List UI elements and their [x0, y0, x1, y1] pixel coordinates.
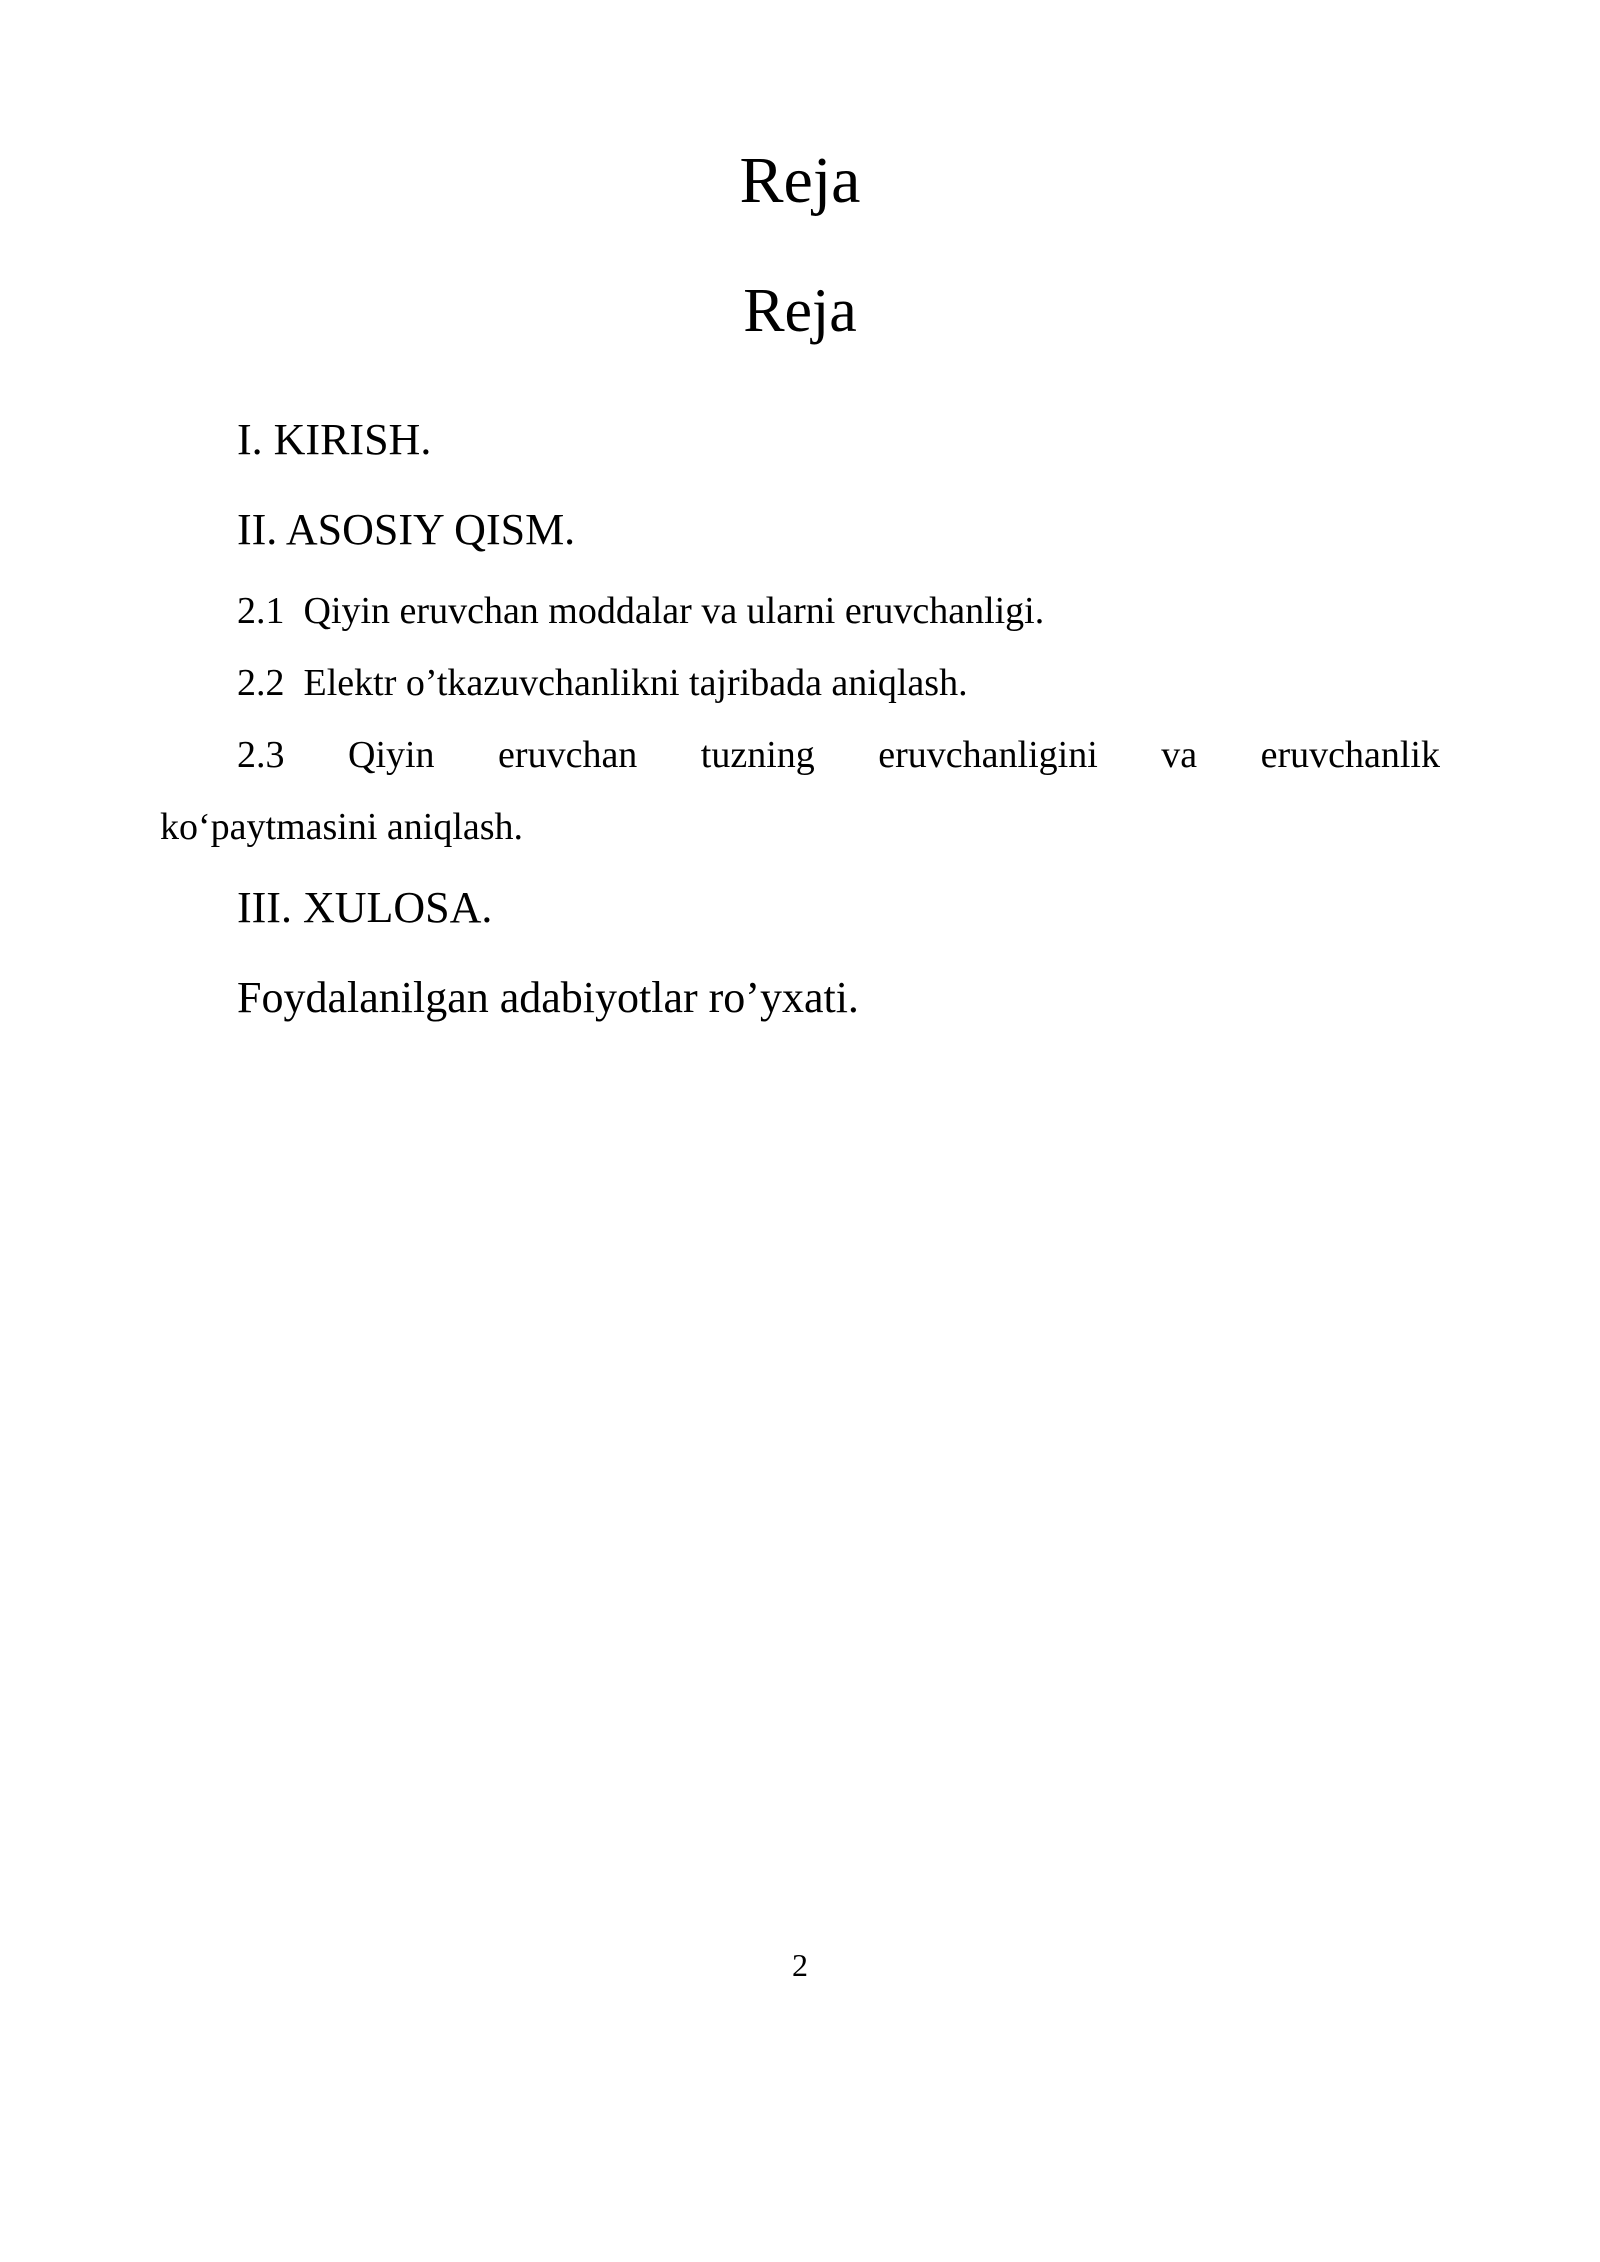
list-item-2-3-line2: ko‘paytmasini aniqlash. [160, 806, 524, 848]
document-subtitle: Reja [743, 276, 857, 345]
list-item-2-2: 2.2 Elektr o’tkazuvchanlikni tajribada aniqlash. [237, 662, 968, 704]
section-heading-kirish: I. KIRISH. [237, 415, 432, 464]
section-heading-asosiy-qism: II. ASOSIY QISM. [237, 505, 576, 554]
section-heading-adabiyotlar: Foydalanilgan adabiyotlar ro’yxati. [237, 973, 859, 1022]
list-item-2-3-line1: 2.3 Qiyin eruvchan tuzning eruvchanligini va eruvchanlik [237, 734, 1440, 776]
document-title: Reja [739, 144, 861, 217]
page-number: 2 [792, 1947, 808, 1983]
list-item-2-1: 2.1 Qiyin eruvchan moddalar va ularni eruvchanligi. [237, 590, 1045, 632]
section-heading-xulosa: III. XULOSA. [237, 883, 493, 932]
page-content [0, 0, 1600, 1043]
